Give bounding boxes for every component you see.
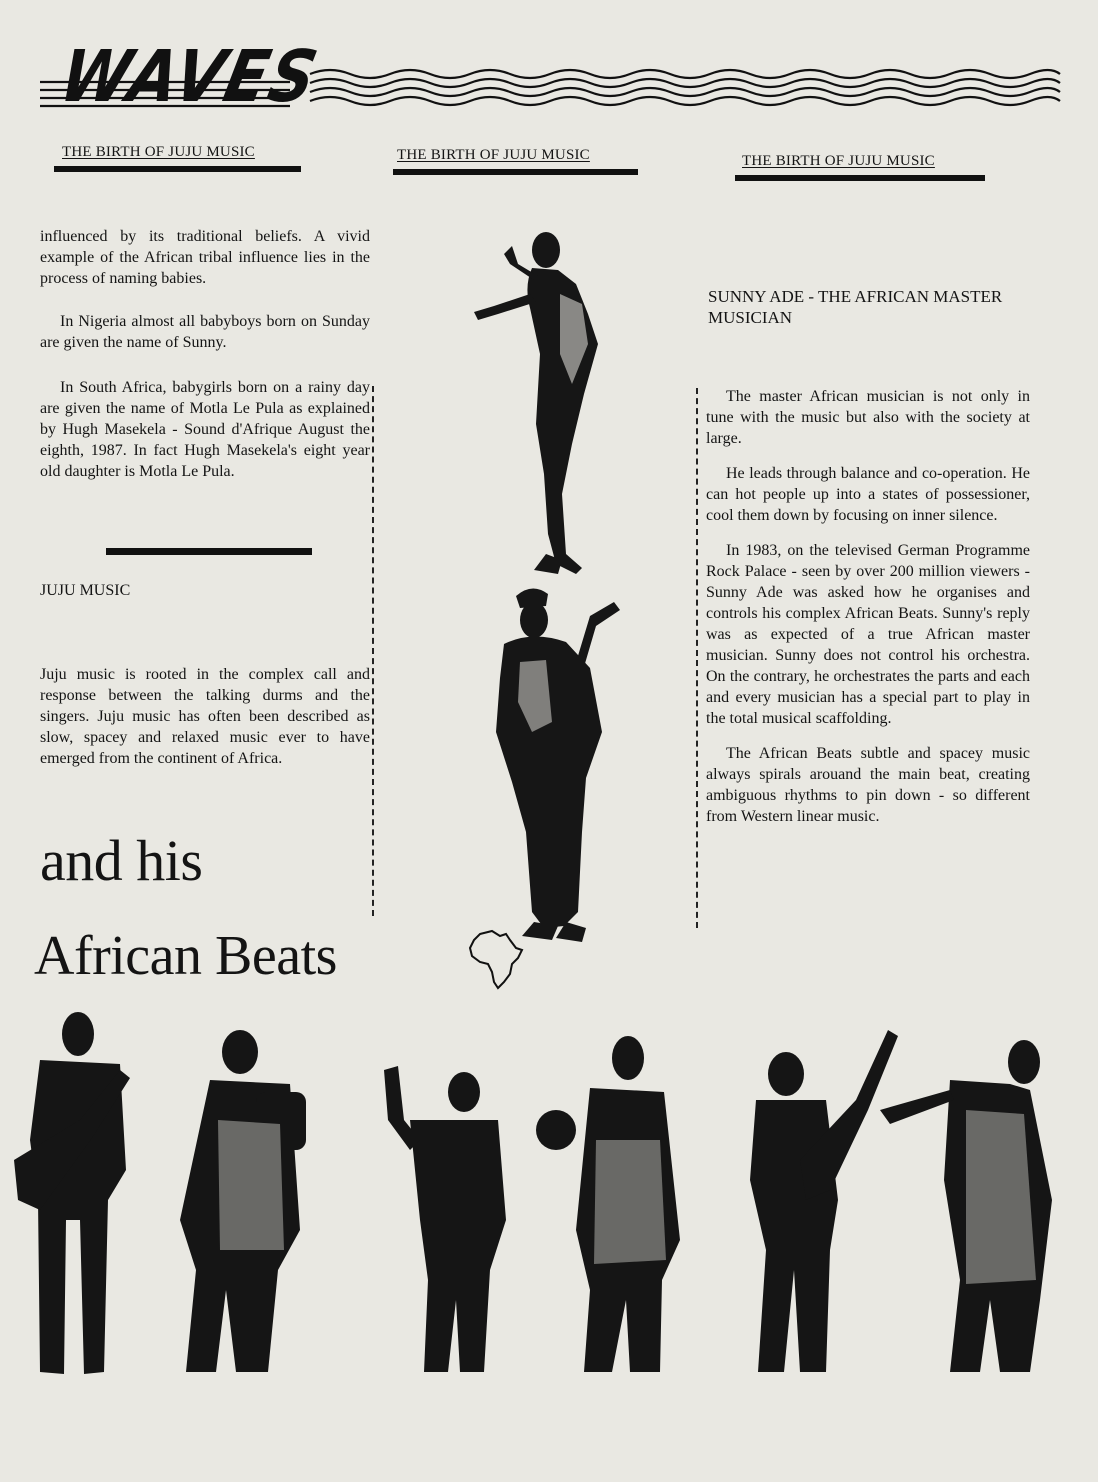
section-heading-juju: JUJU MUSIC xyxy=(40,582,131,599)
right-column-text xyxy=(706,386,1030,841)
right-paragraph-4: The African Beats subtle and spacey music always spirals arouand the main beat, creating ambiguous rhythms to pin down - so different from Western linear music. xyxy=(706,745,1030,825)
column-header-middle: THE BIRTH OF JUJU MUSIC xyxy=(397,147,590,163)
right-paragraph-2: He leads through balance and co-operation. He can hot people up into a states of possessioner, cool them down by focusing on inner silence. xyxy=(706,465,1030,524)
left-column-text xyxy=(40,226,370,496)
band-member-1 xyxy=(14,1012,130,1374)
left-paragraph-4: Juju music is rooted in the complex call and response between the talking durms and the singers. Juju music has often been described as slow, spacey and relaxed music ever to have emerged from the continent of Africa. xyxy=(40,666,370,767)
right-column-heading: SUNNY ADE - THE AFRICAN MASTER MUSICIAN xyxy=(708,287,1003,327)
waves-logo: WAVES xyxy=(53,34,326,119)
masthead xyxy=(40,30,1090,130)
left-paragraph-3: In South Africa, babygirls born on a rainy day are given the name of Motla Le Pula as explained by Hugh Masekela - Sound d'Afrique August the eighth, 1987. In fact Hugh Masekela's eight year old daughter is Motla Le Pula. xyxy=(40,379,370,480)
sunny-ade-guitar-photo xyxy=(482,582,638,946)
right-paragraph-1: The master African musician is not only in tune with the music but also with the society at large. xyxy=(706,388,1030,447)
left-paragraph-1: influenced by its traditional beliefs. A vivid example of the African tribal influence lies in the process of naming babies. xyxy=(40,228,370,287)
bleed-through xyxy=(60,170,71,221)
left-paragraph-2: In Nigeria almost all babyboys born on Sunday are given the name of Sunny. xyxy=(40,313,370,351)
headline-line-2: African Beats xyxy=(34,925,337,987)
sunny-ade-dancing-photo xyxy=(448,224,628,580)
band-members-photo xyxy=(0,1000,1098,1380)
column-rule-left xyxy=(54,166,301,172)
right-paragraph-3: In 1983, on the televised German Programme Rock Palace - seen by over 200 million viewers - Sunny Ade was asked how he organises and controls his complex African Beats. Sunny's reply was as expected of a true African master musician. Sunny does not control his orchestra. On the contrary, he orchestrates the parts and each and every musician has a special part to play in the total musical scaffolding. xyxy=(706,542,1030,727)
headline-line-1: and his xyxy=(40,828,203,893)
column-header-left: THE BIRTH OF JUJU MUSIC xyxy=(62,144,255,160)
column-rule-right xyxy=(735,175,985,181)
band-member-3 xyxy=(384,1066,506,1372)
section-divider xyxy=(106,548,312,555)
dashed-divider-right xyxy=(696,388,698,928)
column-header-right: THE BIRTH OF JUJU MUSIC xyxy=(742,153,935,169)
dashed-divider-left xyxy=(372,386,374,916)
column-rule-middle xyxy=(393,169,638,175)
band-member-5 xyxy=(750,1030,898,1372)
